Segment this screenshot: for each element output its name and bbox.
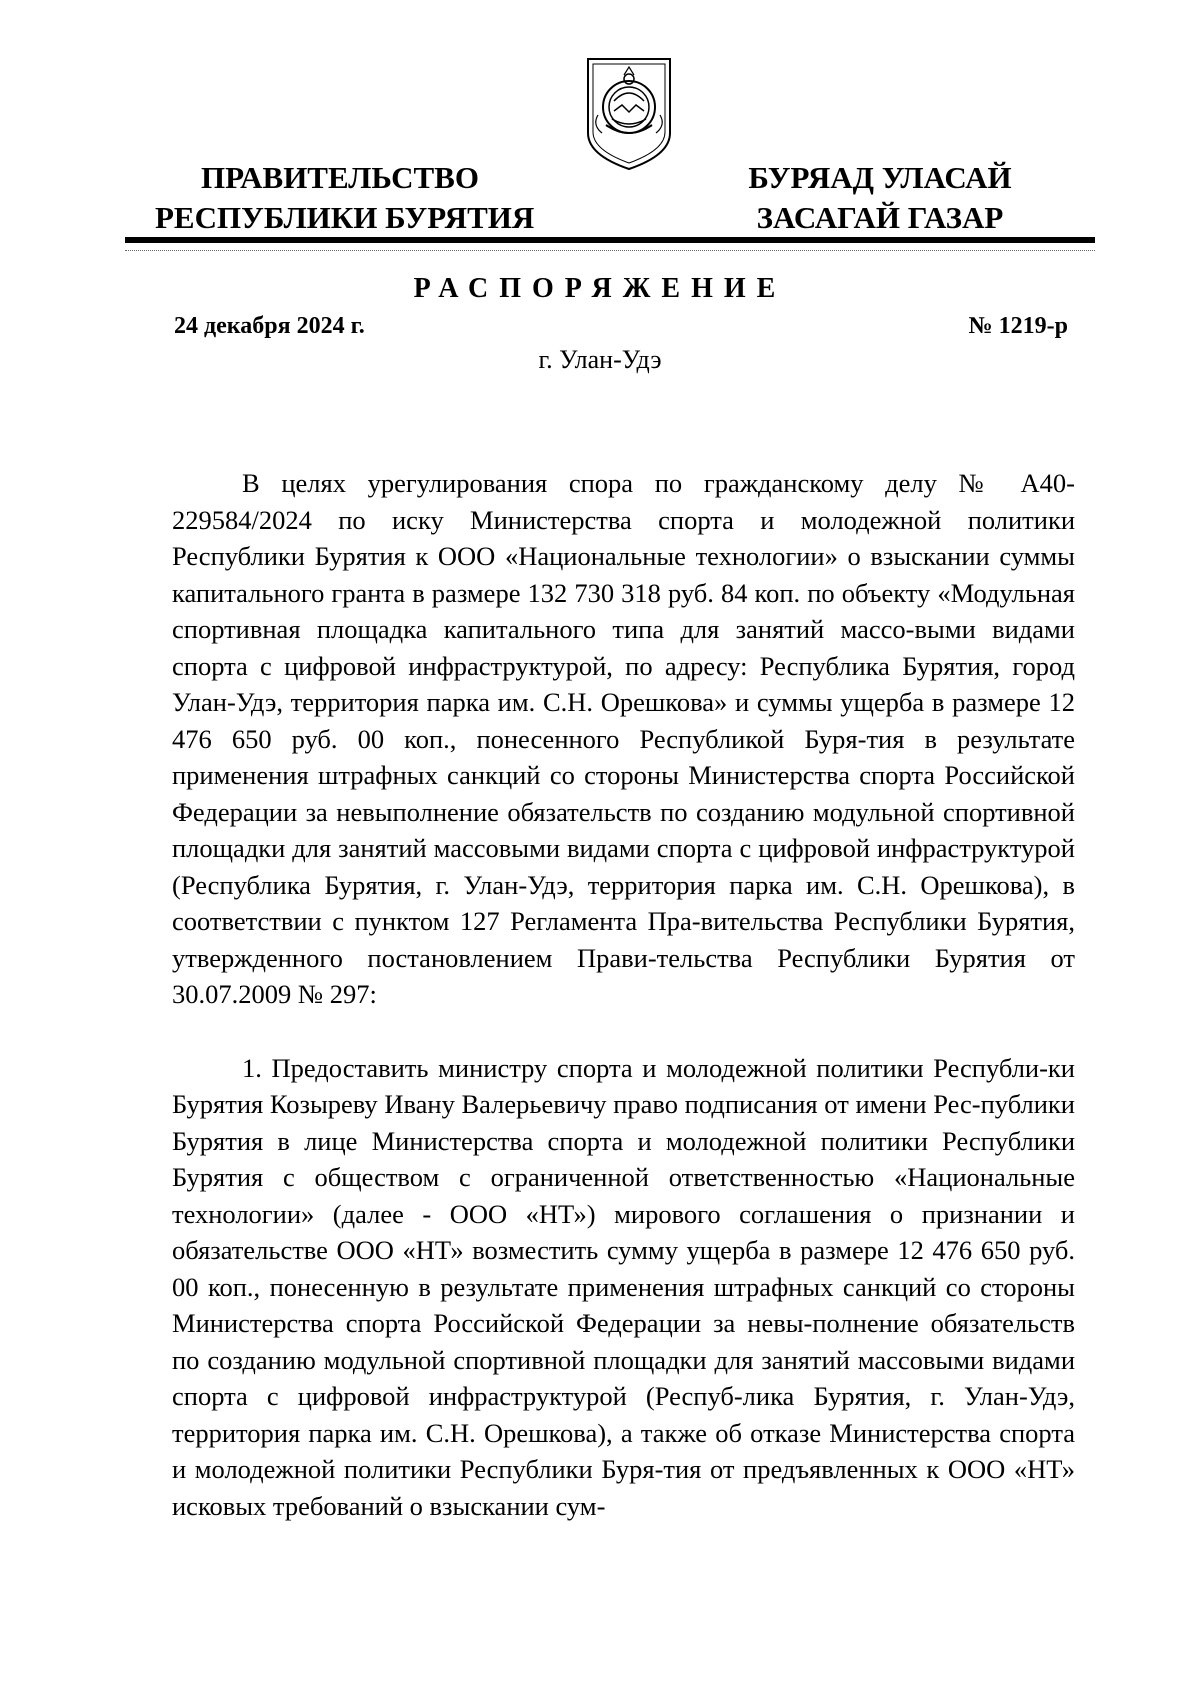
- org-name-ru-line-1: ПРАВИТЕЛЬСТВО: [201, 160, 479, 195]
- coat-of-arms-icon: [584, 55, 674, 173]
- header-divider-thin: [125, 250, 1095, 251]
- document-type-title: РАСПОРЯЖЕНИЕ: [413, 273, 787, 304]
- org-name-russian: [155, 158, 535, 238]
- header-divider: [125, 237, 1095, 243]
- document-date: 24 декабря 2024 г.: [174, 313, 365, 339]
- document-number: № 1219-р: [968, 313, 1068, 339]
- org-name-bua-line-1: БУРЯАД УЛАСАЙ: [748, 160, 1012, 195]
- org-name-buryat: [720, 158, 1040, 238]
- document-city: г. Улан-Удэ: [538, 345, 662, 374]
- paragraph-preamble: В целях урегулирования спора по гражданскому делу № А40-229584/2024 по иску Министерства спорта и молодежной политики Республики Бурятия к ООО «Национальные технологии» о взыскании суммы капитального гранта в размере 132 730 318 руб. 84 коп. по объекту «Модульная спортивная площадка капитального типа для занятий массо-выми видами спорта с цифровой инфраструктурой, по адресу: Республика Бурятия, город Улан-Удэ, территория парка им. С.Н. Орешкова» и суммы ущерба в размере 12 476 650 руб. 00 коп., понесенного Республикой Буря-тия в результате применения штрафных санкций со стороны Министерства спорта Российской Федерации за невыполнение обязательств по созданию модульной спортивной площадки для занятий массовыми видами спорта с цифровой инфраструктурой (Республика Бурятия, г. Улан-Удэ, территория парка им. С.Н. Орешкова), в соответствии с пунктом 127 Регламента Пра-вительства Республики Бурятия, утвержденного постановлением Прави-тельства Республики Бурятия от 30.07.2009 № 297:: [172, 468, 1075, 1009]
- org-name-bua-line-2: ЗАСАГАЙ ГАЗАР: [756, 200, 1004, 235]
- org-name-ru-line-2: РЕСПУБЛИКИ БУРЯТИЯ: [155, 200, 535, 235]
- emblem-shield-icon: [584, 55, 674, 173]
- paragraph-item-1: 1. Предоставить министру спорта и молодежной политики Республи-ки Бурятия Козыреву Ивану Валерьевичу право подписания от имени Рес-публики Бурятия в лице Министерства спорта и молодежной политики Республики Бурятия с обществом с ограниченной ответственностью «Национальные технологии» (далее - ООО «НТ») мирового соглашения о признании и обязательстве ООО «НТ» возместить сумму ущерба в размере 12 476 650 руб. 00 коп., понесенную в результате применения штрафных санкций со стороны Министерства спорта Российской Федерации за невы-полнение обязательств по созданию модульной спортивной площадки для занятий массовыми видами спорта с цифровой инфраструктурой (Респуб-лика Бурятия, г. Улан-Удэ, территория парка им. С.Н. Орешкова), а также об отказе Министерства спорта и молодежной политики Республики Буря-тия от предъявленных к ООО «НТ» исковых требований о взыскании сум-: [172, 1052, 1075, 1521]
- document-body: [172, 465, 1075, 1561]
